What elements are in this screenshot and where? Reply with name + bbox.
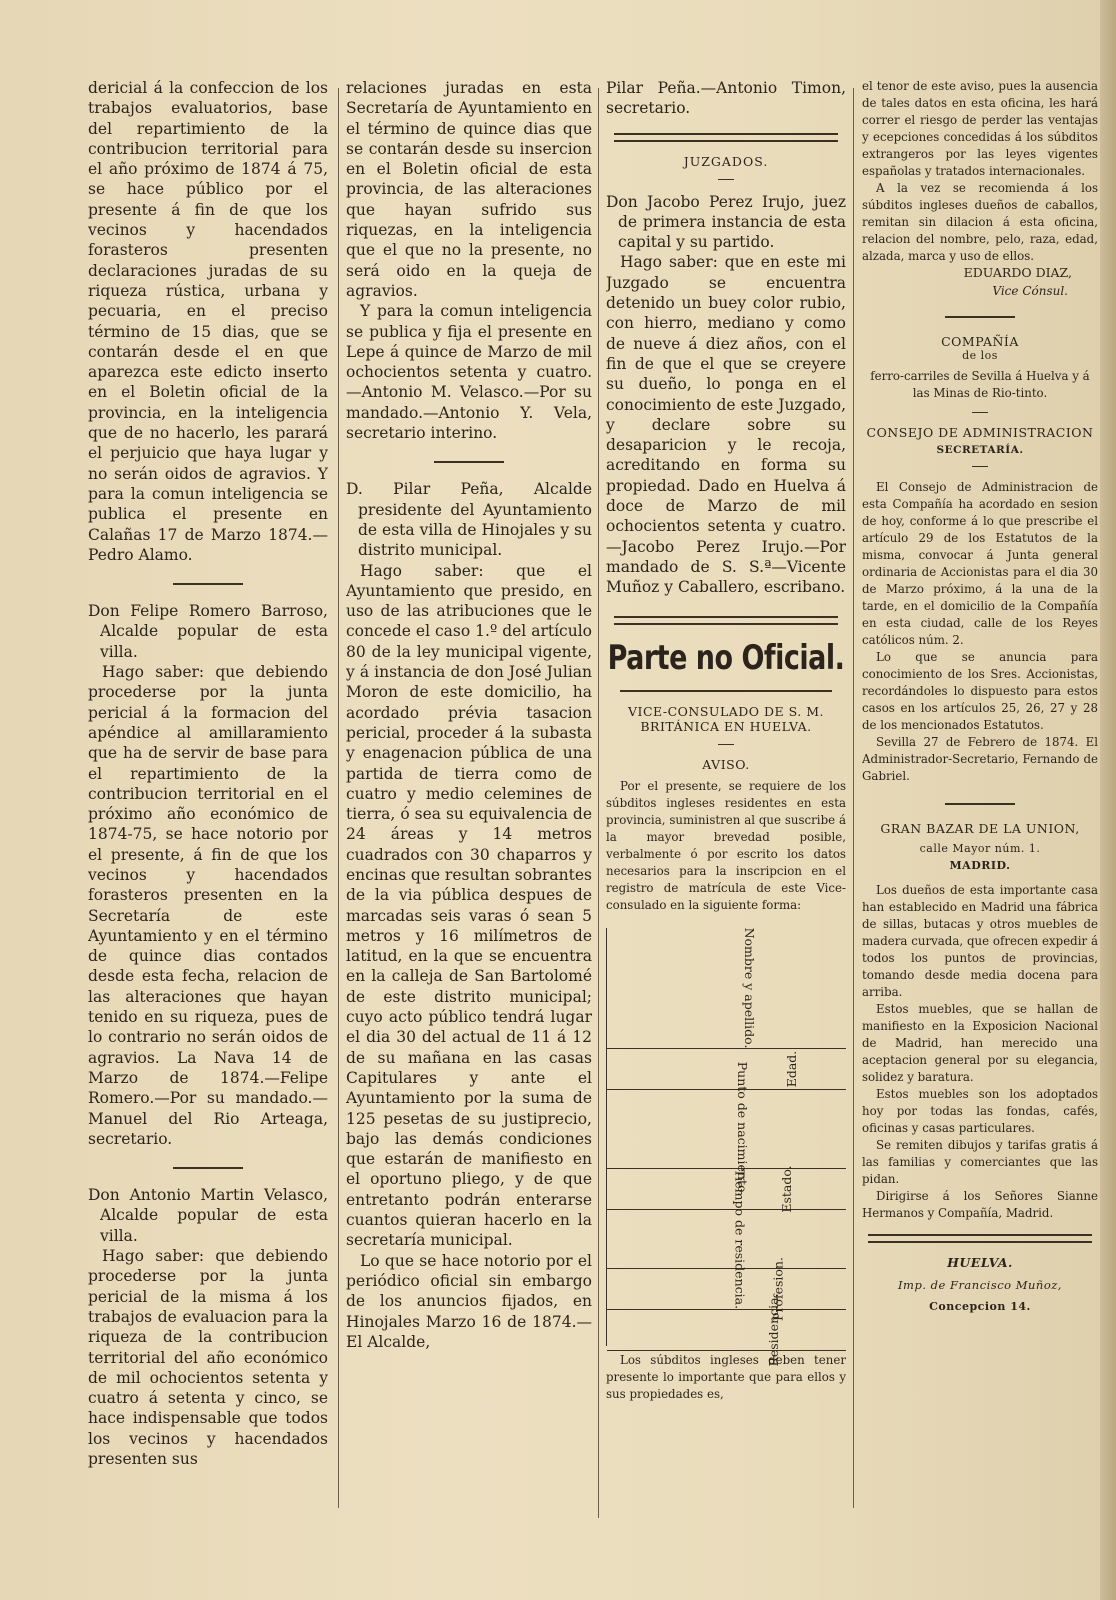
notice-hinojales: Hago saber: que el Ayuntamiento que presido, en uso de las atribuciones que le concede el caso 1.º del artículo 80 de la ley municipal vigente, y á instancia de don José Julian Moron de este domicilio, ha acordado prévia tasacion pericial, proceder á la subasta y enagenacion pública de una partida de tierra como de cuatro y medio celemines de tierra, ó sea su equivalencia de 24 áreas y 14 metros cuadrados con 30 chaparros y encinas que resultan sobrantes de la via pública despues de marcadas seis varas ó sean 5 metros y 16 milímetros de latitud, en la que se encuentra en la calleja de San Bartolomé de este distrito municipal; cuyo acto público tendrá lugar el dia 30 del actual de 11 á 12 de su mañana en las casas Capitulares y ante el Ayuntamiento por la suma de 125 pesetas de su justiprecio, bajo las demás condiciones que estarán de manifiesto en el oportuno pliego, y de que entretanto podrán enterarse cuantos quieran hacerlo en la secretaría municipal. xyxy=(346,561,592,1250)
registration-form-table xyxy=(606,927,846,1367)
separator xyxy=(972,412,988,413)
page-edge xyxy=(1100,0,1116,1600)
separator xyxy=(620,690,832,692)
aviso-horses: A la vez se recomienda á los súbditos ingleses dueños de caballos, remitan sin dilacion á esta oficina, relacion del nombre, pelo, raza, edad, alzada, marca y uso de ellos. xyxy=(862,181,1098,263)
column-rule xyxy=(853,88,854,1508)
table-row xyxy=(607,1164,846,1213)
column-2 xyxy=(346,78,592,1352)
table-cell: Punto de nacimiento. xyxy=(735,1061,751,1196)
table-cell: Estado. xyxy=(778,1164,794,1213)
separator xyxy=(614,616,838,625)
aviso-heading: AVISO. xyxy=(702,756,750,772)
notice-hinojales-sign: Lo que se hace notorio por el periódico oficial sin embargo de los anuncios fijados, en Hinojales Marzo 16 de 1874.—El Alcalde, xyxy=(346,1251,592,1351)
table-cell: Tiempo de residencia. xyxy=(732,1168,748,1309)
table-row xyxy=(607,1049,846,1090)
separator xyxy=(173,1167,243,1169)
notice-heading: D. Pilar Peña, Alcalde presidente del Ayuntamiento de esta villa de Hinojales y su distrito municipal. xyxy=(346,480,592,560)
notice-heading: Don Antonio Martin Velasco, Alcalde popular de esta villa. xyxy=(88,1186,328,1245)
bazar-text-5: Dirigirse á los Señores Sianne Hermanos y Compañía, Madrid. xyxy=(862,1189,1098,1220)
column-rule xyxy=(598,88,599,1518)
separator xyxy=(945,803,1015,805)
column-3 xyxy=(606,78,846,1403)
company-subheading: de los xyxy=(962,349,998,362)
table-row xyxy=(607,1256,846,1321)
aviso-text: Por el presente, se requiere de los súbditos ingleses residentes en esta provincia, suministren al que suscribe á la mayor brevedad posible, verbalmente ó por escrito los datos necesarios para la inscripcion en el registro de matrícula de este Vice-consulado en la siguiente forma: xyxy=(606,778,846,912)
notice-heading: Don Felipe Romero Barroso, Alcalde popular de esta villa. xyxy=(88,602,328,661)
consejo-sign: Sevilla 27 de Febrero de 1874. El Administrador-Secretario, Fernando de Gabriel. xyxy=(862,735,1098,783)
notice-lepe: Hago saber: que debiendo procederse por la junta pericial de la misma á los trabajos de evaluacion para la riqueza de la contribucion territorial del año económico de mil ochocientos setenta y cuatro á setenta y cinco, se hace indispensable que todos los vecinos y hacendados presenten sus xyxy=(88,1247,328,1468)
notice-calanas: dericial á la confeccion de los trabajos evaluatorios, base del repartimiento de la contribucion territorial para el año próximo de 1874 á 75, se hace público por el presente á fin de que los vecinos y hacendados forasteros presenten declaraciones juradas de su riqueza rústica, urbana y pecuaria, en el preciso término de 15 dias, que se contarán desde el en que aparezca este edicto inserto en el Boletin oficial de la provincia, en la inteligencia que de no hacerlo, les parará el perjuicio que haya lugar y no serán oidos de agravios. Y para la comun inteligencia se publica el presente en Calañas 17 de Marzo 1874.—Pedro Alamo. xyxy=(88,79,328,564)
aviso-text-cont: Los súbditos ingleses deben tener presente lo importante que para ellos y sus propiedades es, xyxy=(606,1352,846,1401)
consejo-text-2: Lo que se anuncia para conocimiento de los Sres. Accionistas, recordándoles lo dispuesto para estos casos en los artículos 25, 26, 27 y 28 de los mencionados Estatutos. xyxy=(862,650,1098,732)
section-title: JUZGADOS. xyxy=(683,153,769,169)
imprint-address: Concepcion 14. xyxy=(929,1300,1031,1313)
column-4 xyxy=(862,78,1098,1313)
separator xyxy=(173,583,243,585)
column-1 xyxy=(88,78,328,1469)
separator xyxy=(945,316,1015,318)
bazar-city: MADRID. xyxy=(949,859,1011,872)
signature-title: Vice Cónsul. xyxy=(992,284,1068,298)
company-name: ferro-carriles de Sevilla á Huelva y á las Minas de Rio-tinto. xyxy=(870,369,1090,400)
section-title: Parte no Oficial. xyxy=(607,638,845,678)
consejo-text: El Consejo de Administracion de esta Compañía ha acordado en sesion de hoy, conforme á lo que prescribe el artículo 29 de los Estatutos de la misma, convocar á Junta general ordinaria de Accionistas para el dia 30 de Marzo próximo, á la una de la tarde, en el domicilio de la Compañía en esta ciudad, calle de los Reyes católicos núm. 2. xyxy=(862,480,1098,647)
bazar-text: Los dueños de esta importante casa han establecido en Madrid una fábrica de sillas, butacas y otros muebles de madera curvada, que ofrecen expedir á todos los puntos de provincias, tomando desde media docena para arriba. xyxy=(862,883,1098,999)
separator xyxy=(718,179,734,180)
company-heading: COMPAÑÍA xyxy=(941,334,1019,349)
bazar-text-4: Se remiten dibujos y tarifas gratis á las familias y comerciantes que las pidan. xyxy=(862,1138,1098,1186)
table-cell: Nombre y apellido. xyxy=(742,927,758,1048)
notice-juzgado: Hago saber: que en este mi Juzgado se encuentra detenido un buey color rubio, con hierro, mediano y como de nueve á diez años, con el fin de que el que se creyere su dueño, lo ponga en el conocimiento de este Juzgado, y declare sobre su desaparicion y le recoja, acreditando en forma su propiedad. Dado en Huelva á doce de Marzo de mil ochocientos setenta y cuatro.—Jacobo Perez Irujo.—Por mandado de S. S.ª—Vicente Muñoz y Caballero, escribano. xyxy=(606,253,846,597)
secretaria-heading: SECRETARÍA. xyxy=(936,444,1024,456)
separator xyxy=(868,1234,1092,1243)
vice-consulado-heading: VICE-CONSULADO DE S. M. BRITÁNICA EN HUELVA. xyxy=(628,703,824,734)
bazar-text-2: Estos muebles, que se hallan de manifiesto en la Exposicion Nacional de Madrid, han merecido una aceptacion general por su elegancia, solidez y baratura. xyxy=(862,1002,1098,1084)
consejo-heading: CONSEJO DE ADMINISTRACION xyxy=(866,425,1094,440)
separator xyxy=(718,744,734,745)
bazar-address: calle Mayor núm. 1. xyxy=(919,842,1041,855)
bazar-text-3: Estos muebles son los adoptados hoy por todas las fondas, cafés, oficinas y casas particulares. xyxy=(862,1087,1098,1135)
bazar-heading: GRAN BAZAR DE LA UNION, xyxy=(880,821,1080,836)
notice-heading: Don Jacobo Perez Irujo, juez de primera instancia de esta capital y su partido. xyxy=(606,192,846,252)
notice-la-nava: Hago saber: que debiendo procederse por la junta pericial á la formacion del apéndice al amillaramiento que ha de servir de base para el repartimiento de la contribucion territorial en el próximo año económico de 1874-75, se hace notorio por el presente, á fin de que los vecinos y hacendados forasteros presenten en la Secretaría de este Ayuntamiento y en el término de quince dias contados desde esta fecha, relacion de las alteraciones que hayan tenido en su riqueza, pues de lo contrario no serán oidos de agravios. La Nava 14 de Marzo de 1874.—Felipe Romero.—Por su mandado.—Manuel del Rio Arteaga, secretario. xyxy=(88,663,328,1148)
separator xyxy=(972,466,988,467)
table-cell: Edad. xyxy=(784,1050,800,1087)
notice-lepe-sign: Y para la comun inteligencia se publica y fija el presente en Lepe á quince de Marzo de mil ochocientos setenta y cuatro.—Antonio M. Velasco.—Por su mandado.—Antonio Y. Vela, secretario interino. xyxy=(346,302,592,443)
column-rule xyxy=(338,88,339,1508)
table-cell: Profesion. xyxy=(770,1256,786,1321)
table-cell: Residencia. xyxy=(765,1292,781,1367)
imprint-city: HUELVA. xyxy=(947,1255,1013,1270)
table-row xyxy=(607,928,846,1049)
separator xyxy=(434,461,504,463)
signature: EDUARDO DIAZ, xyxy=(963,265,1072,280)
table-row xyxy=(607,1292,846,1367)
separator xyxy=(614,133,838,142)
imprint-printer: Imp. de Francisco Muñoz, xyxy=(898,1278,1062,1292)
notice-lepe-cont: relaciones juradas en esta Secretaría de Ayuntamiento en el término de quince dias que se contarán desde su insercion en el Boletin oficial de esta provincia, de las alteraciones que hayan sufrido sus riquezas, en la inteligencia que el que no la presente, no será oido en la queja de agravios. xyxy=(346,79,592,300)
aviso-text-end: el tenor de este aviso, pues la ausencia de tales datos en esta oficina, les hará correr el riesgo de perder las ventajas y ecepciones concedidas á los súbditos extrangeros por las leyes vigentes españolas y tratados internacionales. xyxy=(862,79,1098,178)
notice-hinojales-end: Pilar Peña.—Antonio Timon, secretario. xyxy=(606,79,846,118)
